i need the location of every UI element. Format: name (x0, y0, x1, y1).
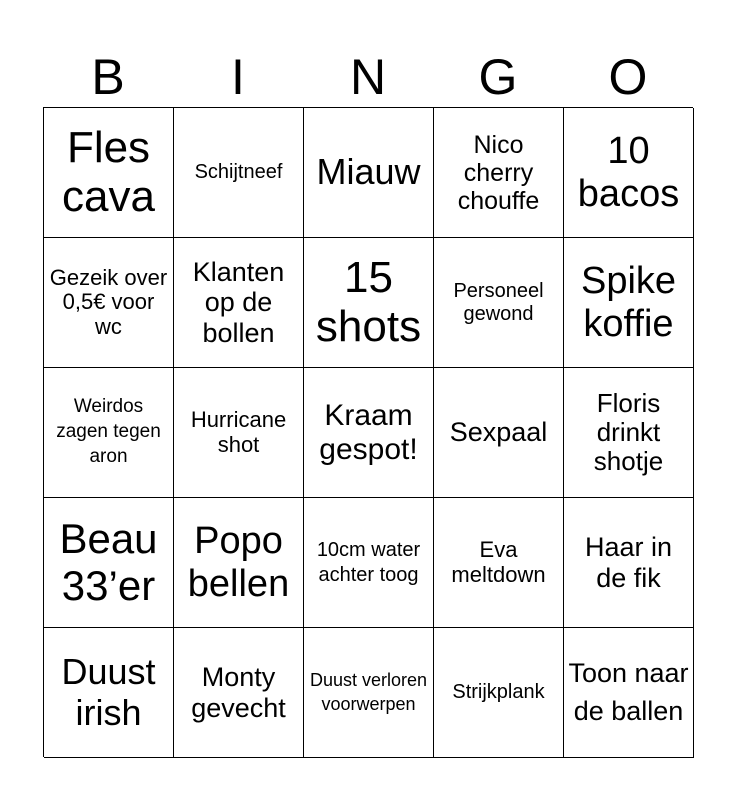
header-letter-i: I (231, 49, 245, 105)
bingo-cell[interactable]: Monty gevecht (174, 628, 304, 758)
bingo-cell[interactable]: Beau 33’er (44, 498, 174, 628)
bingo-cell[interactable]: Klanten op de bollen (174, 238, 304, 368)
bingo-cell[interactable]: Duust irish (44, 628, 174, 758)
bingo-cell[interactable]: Nico cherry chouffe (434, 108, 564, 238)
bingo-cell[interactable]: Popo bellen (174, 498, 304, 628)
bingo-cell[interactable]: Floris drinkt shotje (564, 368, 694, 498)
bingo-grid (43, 107, 693, 757)
bingo-header (43, 46, 693, 108)
bingo-cell[interactable]: Eva meltdown (434, 498, 564, 628)
header-letter-b: B (91, 49, 125, 105)
bingo-cell[interactable]: Fles cava (44, 108, 174, 238)
bingo-cell[interactable]: Duust verloren voorwerpen (304, 628, 434, 758)
bingo-cell[interactable]: Gezeik over 0,5€ voor wc (44, 238, 174, 368)
header-letter-n: N (349, 49, 387, 105)
bingo-cell[interactable]: Miauw (304, 108, 434, 238)
header-letter-g: G (478, 49, 518, 105)
bingo-cell[interactable]: Kraam gespot! (304, 368, 434, 498)
bingo-cell[interactable]: Strijkplank (434, 628, 564, 758)
bingo-cell[interactable]: Spike koffie (564, 238, 694, 368)
bingo-cell[interactable]: Personeel gewond (434, 238, 564, 368)
bingo-cell[interactable]: Schijtneef (174, 108, 304, 238)
bingo-cell[interactable]: Haar in de fik (564, 498, 694, 628)
bingo-cell[interactable]: Weirdos zagen tegen aron (44, 368, 174, 498)
header-letter-o: O (608, 49, 648, 105)
bingo-cell[interactable]: Sexpaal (434, 368, 564, 498)
bingo-cell[interactable]: Toon naar de ballen (564, 628, 694, 758)
bingo-cell[interactable]: 15 shots (304, 238, 434, 368)
bingo-cell[interactable]: 10 bacos (564, 108, 694, 238)
bingo-cell[interactable]: Hurricane shot (174, 368, 304, 498)
bingo-cell[interactable]: 10cm water achter toog (304, 498, 434, 628)
